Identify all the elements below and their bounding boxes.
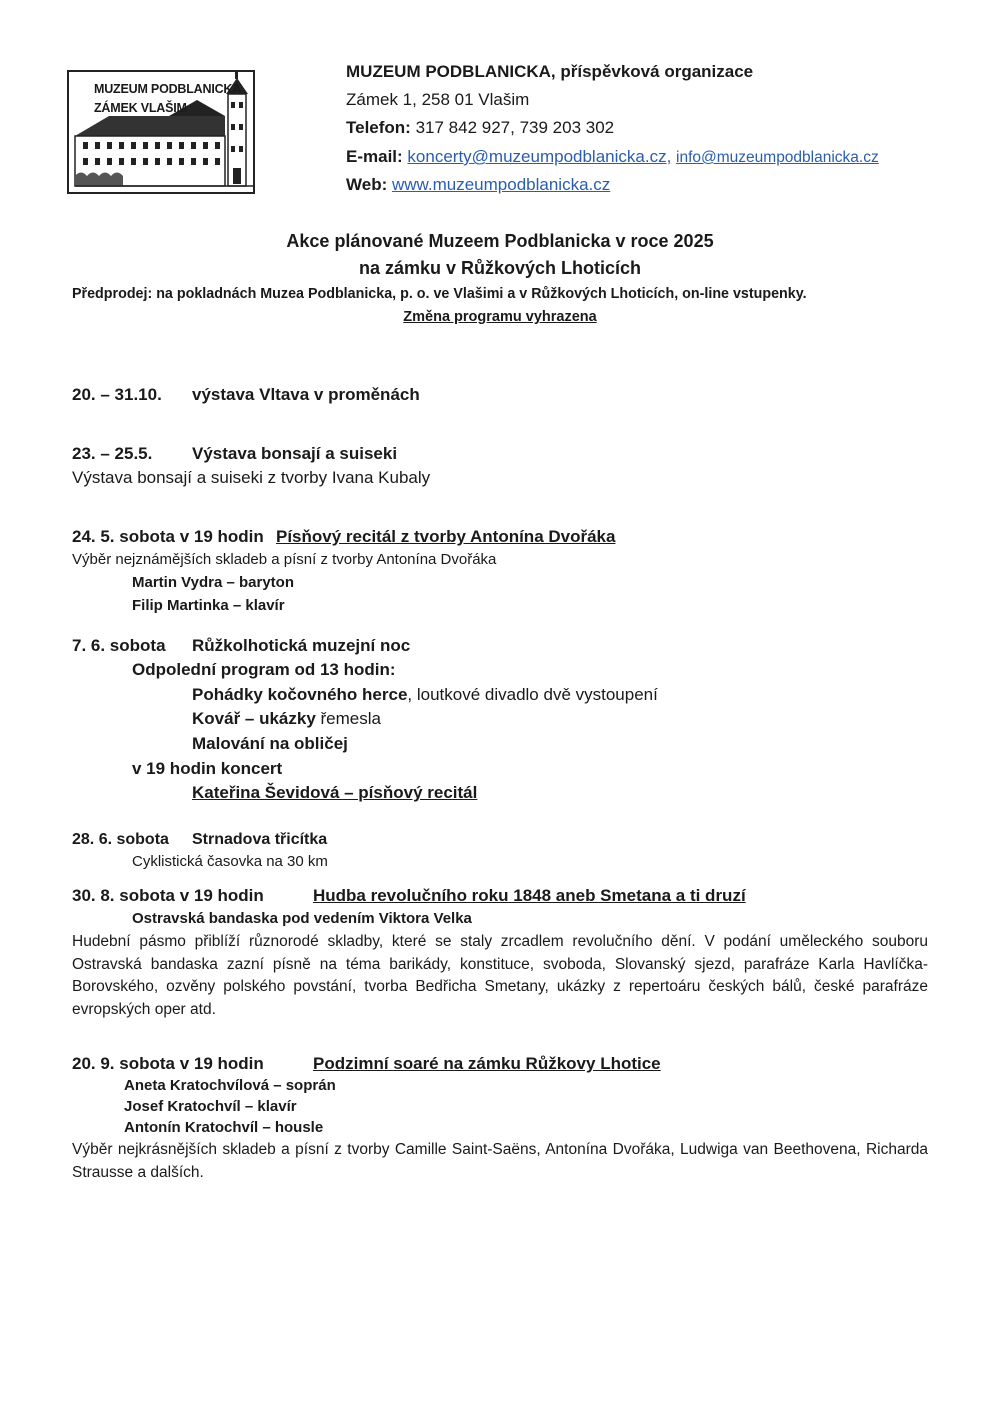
email-link-koncerty[interactable]: koncerty@muzeumpodblanicka.cz,	[407, 147, 672, 166]
web-label: Web:	[346, 175, 388, 194]
page-subtitle: na zámku v Růžkových Lhoticích	[358, 258, 642, 278]
org-name: MUZEUM PODBLANICKA, příspěvková organizace	[346, 62, 754, 81]
event-6-date: 30. 8. sobota v 19 hodin	[72, 886, 264, 905]
page-title: Akce plánované Muzeem Podblanicka v roce 2025	[286, 231, 714, 251]
event-2-date: 23. – 25.5.	[72, 444, 153, 463]
event-4-item-1	[192, 685, 658, 705]
event-3-date: 24. 5. sobota v 19 hodin	[72, 527, 264, 546]
web-link[interactable]: www.muzeumpodblanicka.cz	[391, 175, 611, 194]
phone-value: 317 842 927, 739 203 302	[415, 118, 615, 137]
event-7-performer-3: Antonín Kratochvíl – housle	[124, 1119, 324, 1136]
event-4-title: Růžkolhotická muzejní noc	[192, 636, 411, 655]
event-4-afternoon: Odpolední program od 13 hodin:	[132, 660, 396, 679]
logo-line2: ZÁMEK VLAŠIM	[94, 101, 187, 115]
event-4-item-1-rest: , loutkové divadlo dvě vystoupení	[407, 685, 658, 704]
event-5-desc: Cyklistická časovka na 30 km	[132, 853, 328, 870]
event-1-date: 20. – 31.10.	[72, 385, 162, 404]
event-2-title: Výstava bonsají a suiseki	[192, 444, 398, 463]
presale-note: Předprodej: na pokladnách Muzea Podblanicka, p. o. ve Vlašimi a v Růžkových Lhoticích, on-line vstupenky.	[72, 286, 807, 302]
event-4-date: 7. 6. sobota	[72, 636, 166, 655]
web-line	[346, 175, 610, 195]
event-6-desc: Hudební pásmo přiblíží různorodé skladby, které se staly zrcadlem revolučního dění. V podání uměleckého souboru Ostravská bandaska zazní písně na téma barikády, konstituce, svoboda, Slovanský sjezd, parafráze Karla Havlíčka-Borovského, ozvěny polského povstání, tvorba Bedřicha Smetany, ukázky z repertoáru českých bálů, české parafráze evropských oper atd.	[72, 933, 928, 1018]
phone-line	[346, 118, 614, 138]
event-7-performer-2: Josef Kratochvíl – klavír	[124, 1098, 297, 1115]
event-4-concert: Kateřina Ševidová – písňový recitál	[192, 783, 478, 802]
event-4-evening: v 19 hodin koncert	[132, 759, 283, 778]
event-3-desc: Výběr nejznámějších skladeb a písní z tvorby Antonína Dvořáka	[72, 551, 497, 568]
change-note: Změna programu vyhrazena	[403, 309, 597, 325]
event-3-title: Písňový recitál z tvorby Antonína Dvořáka	[276, 527, 616, 546]
logo-line1: MUZEUM PODBLANICKA	[94, 82, 242, 96]
email-line	[346, 147, 879, 167]
event-1-title: výstava Vltava v proměnách	[192, 385, 420, 404]
event-4-item-2-rest: řemesla	[315, 709, 381, 728]
event-7-date: 20. 9. sobota v 19 hodin	[72, 1054, 264, 1073]
event-6-title: Hudba revolučního roku 1848 aneb Smetana a ti druzí	[313, 886, 746, 905]
email-label: E-mail:	[346, 147, 403, 166]
event-3-performer-2: Filip Martinka – klavír	[132, 597, 285, 614]
event-4-item-2-bold: Kovář – ukázky	[192, 709, 316, 728]
event-3-performer-1: Martin Vydra – baryton	[132, 574, 294, 591]
address: Zámek 1, 258 01 Vlašim	[346, 90, 530, 109]
event-6-ensemble: Ostravská bandaska pod vedením Viktora Velka	[132, 910, 472, 927]
event-5-date: 28. 6. sobota	[72, 831, 169, 848]
event-7-desc: Výběr nejkrásnějších skladeb a písní z tvorby Camille Saint-Saëns, Antonína Dvořáka, Ludwiga van Beethovena, Richarda Strausse a dalších.	[72, 1141, 928, 1181]
phone-label: Telefon:	[346, 118, 411, 137]
event-2-desc: Výstava bonsají a suiseki z tvorby Ivana Kubaly	[72, 468, 431, 487]
event-5-title: Strnadova třicítka	[192, 831, 328, 848]
event-7-title: Podzimní soaré na zámku Růžkovy Lhotice	[313, 1054, 661, 1073]
event-7-performer-1: Aneta Kratochvílová – soprán	[124, 1077, 336, 1094]
email-link-info[interactable]: info@muzeumpodblanicka.cz	[676, 149, 879, 166]
event-4-item-3: Malování na obličej	[192, 734, 348, 753]
event-4-item-1-bold: Pohádky kočovného herce	[192, 685, 408, 704]
event-4-item-2	[192, 709, 381, 729]
